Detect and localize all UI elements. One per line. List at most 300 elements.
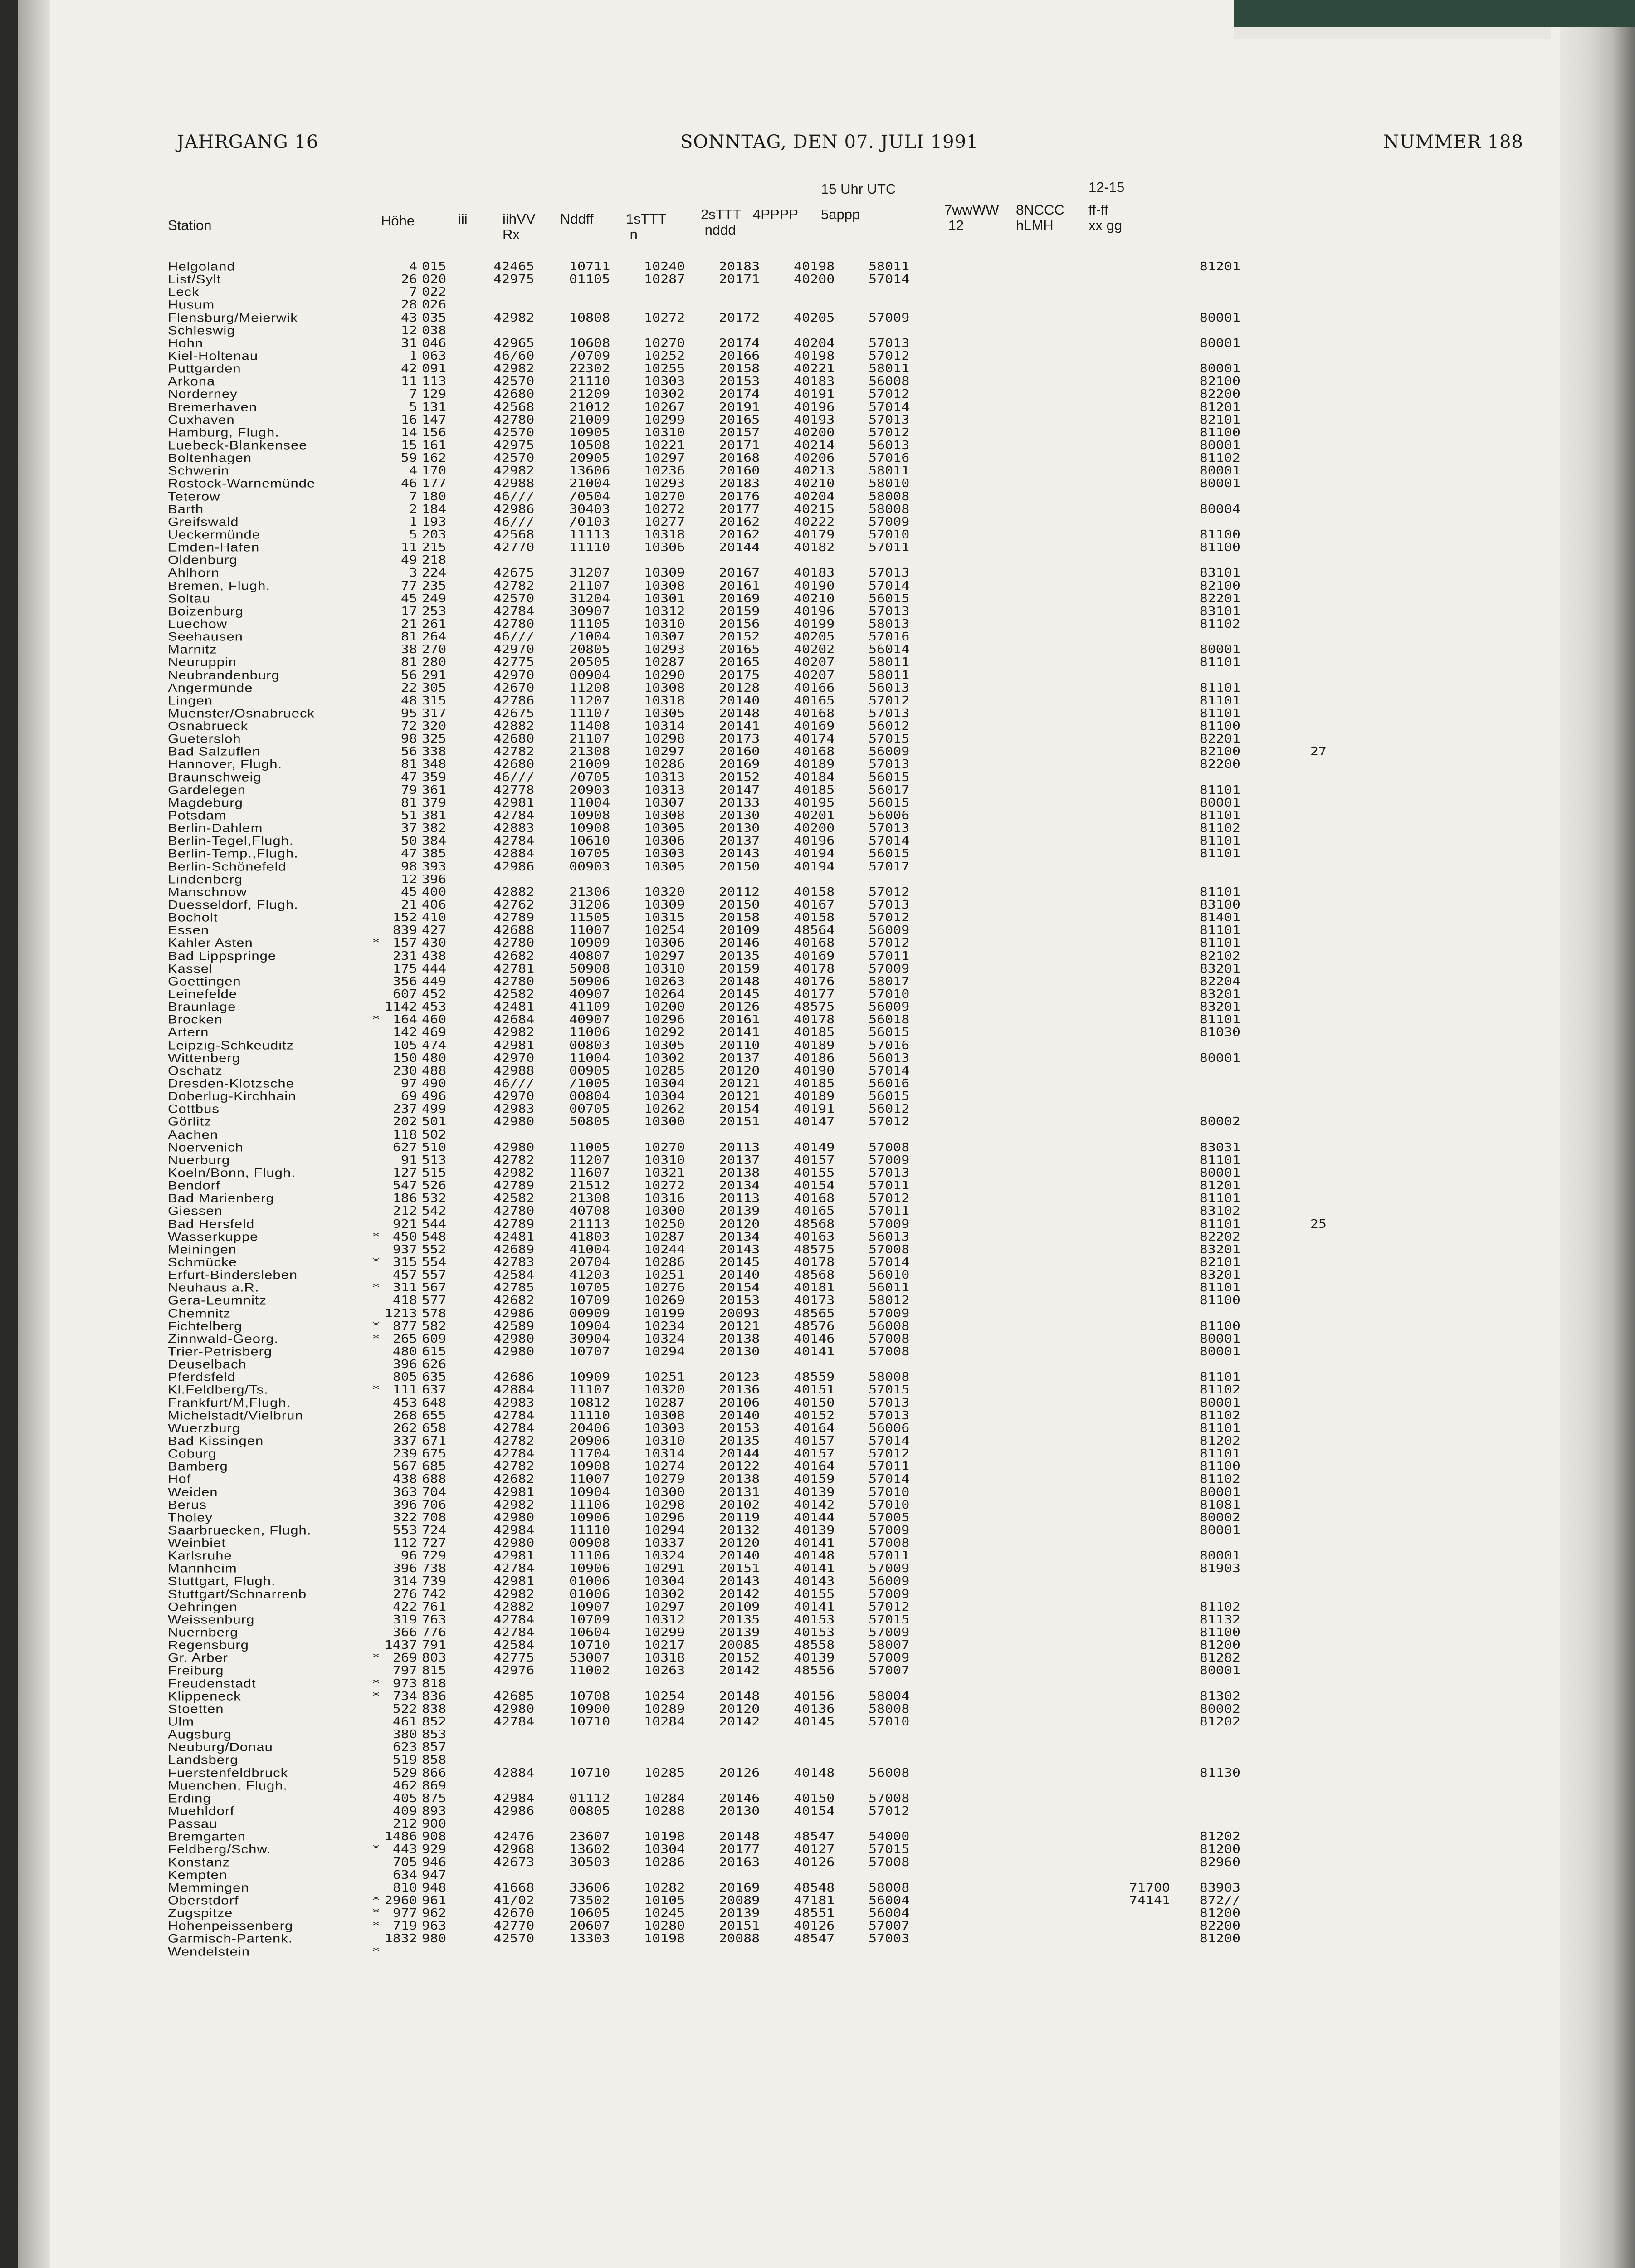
tendency: 57012 [869, 1191, 910, 1205]
temp: 10221 [644, 438, 685, 452]
height: 839 [392, 923, 417, 937]
pressure: 40205 [794, 311, 835, 325]
temp: 10199 [644, 1306, 685, 1320]
station-name: Boizenburg [168, 604, 244, 618]
tendency: 56009 [869, 1000, 910, 1014]
pressure: 40127 [794, 1842, 835, 1857]
tendency: 57013 [869, 898, 910, 912]
height: 79 [400, 783, 417, 797]
station-id: 015 [422, 259, 447, 274]
height: 164 [392, 1012, 417, 1026]
dewpoint: 20142 [719, 1715, 760, 1729]
ihvv: 42981 [493, 1038, 535, 1052]
station-id: 280 [422, 655, 447, 670]
temp: 10300 [644, 1114, 685, 1129]
temp: 10198 [644, 1931, 685, 1946]
tendency: 57013 [869, 758, 910, 772]
tendency: 58011 [869, 259, 910, 274]
dewpoint: 20177 [719, 1842, 760, 1857]
height: 311 [392, 1281, 417, 1295]
nddff: 41203 [569, 1268, 610, 1282]
clouds: 81302 [1199, 1689, 1240, 1703]
pressure: 48568 [794, 1217, 835, 1231]
station-name: Meiningen [168, 1242, 237, 1256]
col-appp: 5appp [821, 206, 860, 222]
nddff: 21308 [569, 744, 610, 759]
pressure: 40153 [794, 1613, 835, 1627]
nddff: 11113 [569, 528, 610, 542]
dewpoint: 20148 [719, 706, 760, 720]
station-name: Trier-Petrisberg [168, 1344, 273, 1359]
station-name: Zinnwald-Georg. [168, 1332, 279, 1346]
station-id: 361 [422, 783, 447, 797]
ihvv: 42570 [493, 374, 535, 388]
tendency: 57007 [869, 1664, 910, 1678]
tendency: 56004 [869, 1906, 910, 1920]
pressure: 40200 [794, 821, 835, 835]
pressure: 40207 [794, 655, 835, 670]
tendency: 57009 [869, 1306, 910, 1320]
station-name: Kempten [168, 1868, 228, 1882]
height: 5 [409, 400, 417, 414]
pressure: 40169 [794, 949, 835, 963]
station-id: 869 [422, 1779, 447, 1793]
nddff: 01105 [569, 272, 610, 286]
pressure: 40210 [794, 476, 835, 491]
station-name: Zugspitze [168, 1906, 233, 1920]
nddff: 31207 [569, 566, 610, 580]
height: 142 [392, 1025, 417, 1040]
temp: 10270 [644, 1140, 685, 1154]
nddff: 00705 [569, 1102, 610, 1116]
nddff: 00904 [569, 668, 610, 682]
temp: 10285 [644, 1064, 685, 1078]
tendency: 57009 [869, 1651, 910, 1665]
ihvv: 42476 [493, 1829, 535, 1843]
station-name: Wendelstein [168, 1945, 250, 1959]
height: 522 [392, 1702, 417, 1716]
dewpoint: 20177 [719, 502, 760, 516]
table-row [168, 683, 1460, 695]
pressure: 40190 [794, 579, 835, 593]
clouds: 81102 [1199, 821, 1240, 835]
pressure: 40205 [794, 630, 835, 644]
ihvv: 42980 [493, 1114, 535, 1129]
ihvv: 42882 [493, 885, 535, 899]
clouds: 81101 [1199, 936, 1240, 950]
station-name: List/Sylt [168, 272, 221, 286]
height: 16 [400, 413, 417, 427]
nddff: 10710 [569, 1766, 610, 1780]
tendency: 57010 [869, 528, 910, 542]
pressure: 40183 [794, 566, 835, 580]
ihvv: 42481 [493, 1000, 535, 1014]
ihvv: 42983 [493, 1102, 535, 1116]
station-id: 480 [422, 1051, 447, 1065]
height: 705 [392, 1855, 417, 1869]
nddff: 00805 [569, 1804, 610, 1818]
temp: 10272 [644, 502, 685, 516]
temp: 10299 [644, 413, 685, 427]
tendency: 57009 [869, 962, 910, 976]
ihvv: 42982 [493, 311, 535, 325]
clouds: 80001 [1199, 1166, 1240, 1180]
temp: 10198 [644, 1829, 685, 1843]
ihvv: 41/02 [493, 1893, 535, 1907]
dewpoint: 20122 [719, 1459, 760, 1473]
temp: 10262 [644, 1102, 685, 1116]
nddff: 10906 [569, 1510, 610, 1525]
ihvv: 42882 [493, 719, 535, 733]
station-id: 708 [422, 1510, 447, 1525]
pressure: 40143 [794, 1574, 835, 1589]
station-id: 131 [422, 400, 447, 414]
height: 4 [409, 464, 417, 478]
dewpoint: 20110 [719, 1038, 760, 1052]
tendency: 56013 [869, 438, 910, 452]
station-name: Giessen [168, 1204, 223, 1218]
dewpoint: 20109 [719, 1600, 760, 1614]
col-www: 7wwWW 12 [944, 202, 999, 233]
height: 112 [392, 1536, 417, 1550]
nddff: 11408 [569, 719, 610, 733]
ihvv: 42970 [493, 642, 535, 656]
pressure: 40189 [794, 1038, 835, 1052]
dewpoint: 20174 [719, 336, 760, 350]
ihvv: 42789 [493, 1178, 535, 1193]
tendency: 57003 [869, 1931, 910, 1946]
ihvv: 46/// [493, 630, 535, 644]
table-row [168, 1027, 1460, 1040]
pressure: 40141 [794, 1536, 835, 1550]
temp: 10300 [644, 1204, 685, 1218]
station-name: Bendorf [168, 1178, 220, 1193]
clouds: 80001 [1199, 1485, 1240, 1499]
ihvv: 46/// [493, 770, 535, 784]
pressure: 40177 [794, 987, 835, 1001]
station-name: Soltau [168, 591, 210, 606]
tendency: 57013 [869, 336, 910, 350]
station-name: Mannheim [168, 1561, 237, 1576]
temp: 10308 [644, 1408, 685, 1422]
station-id: 655 [422, 1408, 447, 1422]
ihvv: 42762 [493, 898, 535, 912]
tendency: 57014 [869, 272, 910, 286]
temp: 10296 [644, 1510, 685, 1525]
nddff: 10708 [569, 1689, 610, 1703]
clouds: 83903 [1199, 1881, 1240, 1895]
nddff: 11004 [569, 796, 610, 810]
station-id: 063 [422, 349, 447, 363]
dewpoint: 20168 [719, 451, 760, 465]
clouds: 80001 [1199, 311, 1240, 325]
dewpoint: 20112 [719, 885, 760, 899]
temp: 10305 [644, 706, 685, 720]
book-cover-edge [1234, 0, 1635, 27]
station-id: 410 [422, 910, 447, 924]
pressure: 40199 [794, 617, 835, 631]
pressure: 40194 [794, 847, 835, 861]
pressure: 40186 [794, 1051, 835, 1065]
ihvv: 42782 [493, 579, 535, 593]
dewpoint: 20162 [719, 515, 760, 529]
ihvv: 42988 [493, 1064, 535, 1078]
ihvv: 46/// [493, 515, 535, 529]
nddff: 11110 [569, 540, 610, 554]
temp: 10236 [644, 464, 685, 478]
table-row [168, 759, 1460, 772]
height: 977 [392, 1906, 417, 1920]
pressure: 40163 [794, 1230, 835, 1244]
height: 47 [400, 847, 417, 861]
ihvv: 42986 [493, 1306, 535, 1320]
temp: 10287 [644, 1230, 685, 1244]
clouds: 83100 [1199, 898, 1240, 912]
tendency: 56015 [869, 847, 910, 861]
station-name: Brocken [168, 1012, 223, 1026]
clouds: 80001 [1199, 1332, 1240, 1346]
pressure: 48551 [794, 1906, 835, 1920]
station-id: 449 [422, 974, 447, 988]
ihvv: 42980 [493, 1140, 535, 1154]
dewpoint: 20160 [719, 744, 760, 759]
nddff: 11004 [569, 1051, 610, 1065]
temp: 10304 [644, 1842, 685, 1857]
height: 175 [392, 962, 417, 976]
tendency: 56008 [869, 1766, 910, 1780]
station-name: Bremgarten [168, 1829, 246, 1843]
temp: 10254 [644, 1689, 685, 1703]
height: 409 [392, 1804, 417, 1818]
table-row [168, 951, 1460, 963]
tendency: 58017 [869, 974, 910, 988]
height: 97 [400, 1076, 417, 1090]
temp: 10251 [644, 1268, 685, 1282]
height: 45 [400, 885, 417, 899]
dewpoint: 20134 [719, 1178, 760, 1193]
station-id: 400 [422, 885, 447, 899]
height: 319 [392, 1613, 417, 1627]
temp: 10321 [644, 1166, 685, 1180]
nddff: 20906 [569, 1434, 610, 1448]
ihvv: 42980 [493, 1344, 535, 1359]
pressure: 40150 [794, 1791, 835, 1805]
station-name: Hohenpeissenberg [168, 1919, 293, 1933]
station-name: Cottbus [168, 1102, 220, 1116]
station-id: 249 [422, 591, 447, 606]
station-id: 739 [422, 1574, 447, 1589]
temp: 10306 [644, 936, 685, 950]
tendency: 57012 [869, 1600, 910, 1614]
tendency: 57009 [869, 515, 910, 529]
station-table [168, 261, 1460, 1959]
station-id: 648 [422, 1396, 447, 1410]
clouds: 80001 [1199, 642, 1240, 656]
nddff: 10908 [569, 1459, 610, 1473]
dewpoint: 20176 [719, 489, 760, 503]
ihvv: 42970 [493, 668, 535, 682]
temp: 10302 [644, 1051, 685, 1065]
station-id: 548 [422, 1230, 447, 1244]
temp: 10294 [644, 1344, 685, 1359]
station-name: Norderney [168, 387, 238, 401]
nddff: 10710 [569, 1715, 610, 1729]
nddff: 11107 [569, 706, 610, 720]
clouds: 81101 [1199, 885, 1240, 899]
dewpoint: 20150 [719, 898, 760, 912]
station-id: 035 [422, 311, 447, 325]
year-label: JAHRGANG 16 [177, 132, 319, 152]
nddff: 41004 [569, 1242, 610, 1256]
temp: 10297 [644, 744, 685, 759]
tendency: 57014 [869, 1255, 910, 1269]
ihvv: 42775 [493, 655, 535, 670]
tendency: 57008 [869, 1344, 910, 1359]
ihvv: 42970 [493, 1089, 535, 1103]
height: 28 [400, 298, 417, 312]
height: 157 [392, 936, 417, 950]
height: 49 [400, 553, 417, 567]
clouds: 80001 [1199, 362, 1240, 376]
temp: 10286 [644, 758, 685, 772]
station-name: Koeln/Bonn, Flugh. [168, 1166, 296, 1180]
date-label: SONNTAG, DEN 07. JULI 1991 [680, 132, 979, 152]
pressure: 40213 [794, 464, 835, 478]
table-row [168, 1857, 1460, 1870]
clouds: 81100 [1199, 1319, 1240, 1333]
clouds: 80001 [1199, 1344, 1240, 1359]
nddff: 00803 [569, 1038, 610, 1052]
clouds: 81101 [1199, 783, 1240, 797]
station-id: 853 [422, 1727, 447, 1741]
station-name: Kahler Asten [168, 936, 253, 950]
nddff: 10705 [569, 847, 610, 861]
temp: 10318 [644, 1651, 685, 1665]
height: 2 [409, 502, 417, 516]
pressure: 40185 [794, 1076, 835, 1090]
nddff: 10907 [569, 1600, 610, 1614]
station-id: 791 [422, 1638, 447, 1652]
temp: 10272 [644, 1178, 685, 1193]
height: 366 [392, 1625, 417, 1639]
tendency: 56015 [869, 1089, 910, 1103]
dewpoint: 20140 [719, 694, 760, 708]
dewpoint: 20130 [719, 808, 760, 822]
height: 443 [392, 1842, 417, 1857]
pressure: 40154 [794, 1804, 835, 1818]
station-id: 215 [422, 540, 447, 554]
height: 43 [400, 311, 417, 325]
dewpoint: 20136 [719, 1383, 760, 1397]
station-name: Doberlug-Kirchhain [168, 1089, 297, 1103]
nddff: 11110 [569, 1523, 610, 1537]
station-id: 315 [422, 694, 447, 708]
dewpoint: 20138 [719, 1166, 760, 1180]
clouds: 81101 [1199, 847, 1240, 861]
station-name: Ueckermünde [168, 528, 260, 542]
pressure: 40191 [794, 387, 835, 401]
station-id: 384 [422, 834, 447, 848]
station-name: Erding [168, 1791, 211, 1805]
nddff: 21308 [569, 1191, 610, 1205]
dewpoint: 20088 [719, 1931, 760, 1946]
station-name: Kiel-Holtenau [168, 349, 259, 363]
station-name: Neubrandenburg [168, 668, 280, 682]
pressure: 40207 [794, 668, 835, 682]
temp: 10287 [644, 1396, 685, 1410]
ihvv: 42968 [493, 1842, 535, 1857]
height: 237 [392, 1102, 417, 1116]
pressure: 40158 [794, 885, 835, 899]
temp: 10267 [644, 400, 685, 414]
height: 11 [400, 540, 417, 554]
station-name: Manschnow [168, 885, 247, 899]
ihvv: 42981 [493, 796, 535, 810]
clouds: 81081 [1199, 1498, 1240, 1512]
temp: 10287 [644, 272, 685, 286]
temp: 10263 [644, 1664, 685, 1678]
clouds: 83031 [1199, 1140, 1240, 1154]
ihvv: 42770 [493, 1919, 535, 1933]
ihvv: 42570 [493, 451, 535, 465]
nddff: 11607 [569, 1166, 610, 1180]
pressure: 40194 [794, 860, 835, 874]
station-id: 675 [422, 1447, 447, 1461]
station-name: Oldenburg [168, 553, 238, 567]
height: 1 [409, 349, 417, 363]
table-row [168, 1219, 1460, 1232]
station-id: 929 [422, 1842, 447, 1857]
temp: 10292 [644, 1025, 685, 1040]
tendency: 57009 [869, 1587, 910, 1601]
station-id: 542 [422, 1204, 447, 1218]
tendency: 57013 [869, 1396, 910, 1410]
table-row [168, 1500, 1460, 1512]
ihvv: 42882 [493, 1600, 535, 1614]
temp: 10324 [644, 1549, 685, 1563]
nddff: 10508 [569, 438, 610, 452]
dewpoint: 20137 [719, 1051, 760, 1065]
ihvv: 42780 [493, 617, 535, 631]
ihvv: 42589 [493, 1319, 535, 1333]
height: 7 [409, 285, 417, 299]
clouds: 81202 [1199, 1715, 1240, 1729]
tendency: 57008 [869, 1140, 910, 1154]
station-name: Neuruppin [168, 655, 237, 670]
height: 69 [400, 1089, 417, 1103]
height: 268 [392, 1408, 417, 1422]
station-name: Emden-Hafen [168, 540, 260, 554]
temp: 10308 [644, 579, 685, 593]
temp: 10288 [644, 1804, 685, 1818]
station-name: Bocholt [168, 910, 218, 924]
ihvv: 42780 [493, 1204, 535, 1218]
station-id: 129 [422, 387, 447, 401]
mountain-marker: * [372, 1255, 381, 1269]
temp: 10310 [644, 617, 685, 631]
tendency: 56015 [869, 591, 910, 606]
station-name: Luechow [168, 617, 228, 631]
ihvv: 42780 [493, 974, 535, 988]
temp: 10302 [644, 1587, 685, 1601]
clouds: 80004 [1199, 502, 1240, 516]
nddff: 41109 [569, 1000, 610, 1014]
table-row [168, 1487, 1460, 1500]
clouds: 82100 [1199, 374, 1240, 388]
station-name: Cuxhaven [168, 413, 235, 427]
station-name: Fichtelberg [168, 1319, 243, 1333]
height: 380 [392, 1727, 417, 1741]
